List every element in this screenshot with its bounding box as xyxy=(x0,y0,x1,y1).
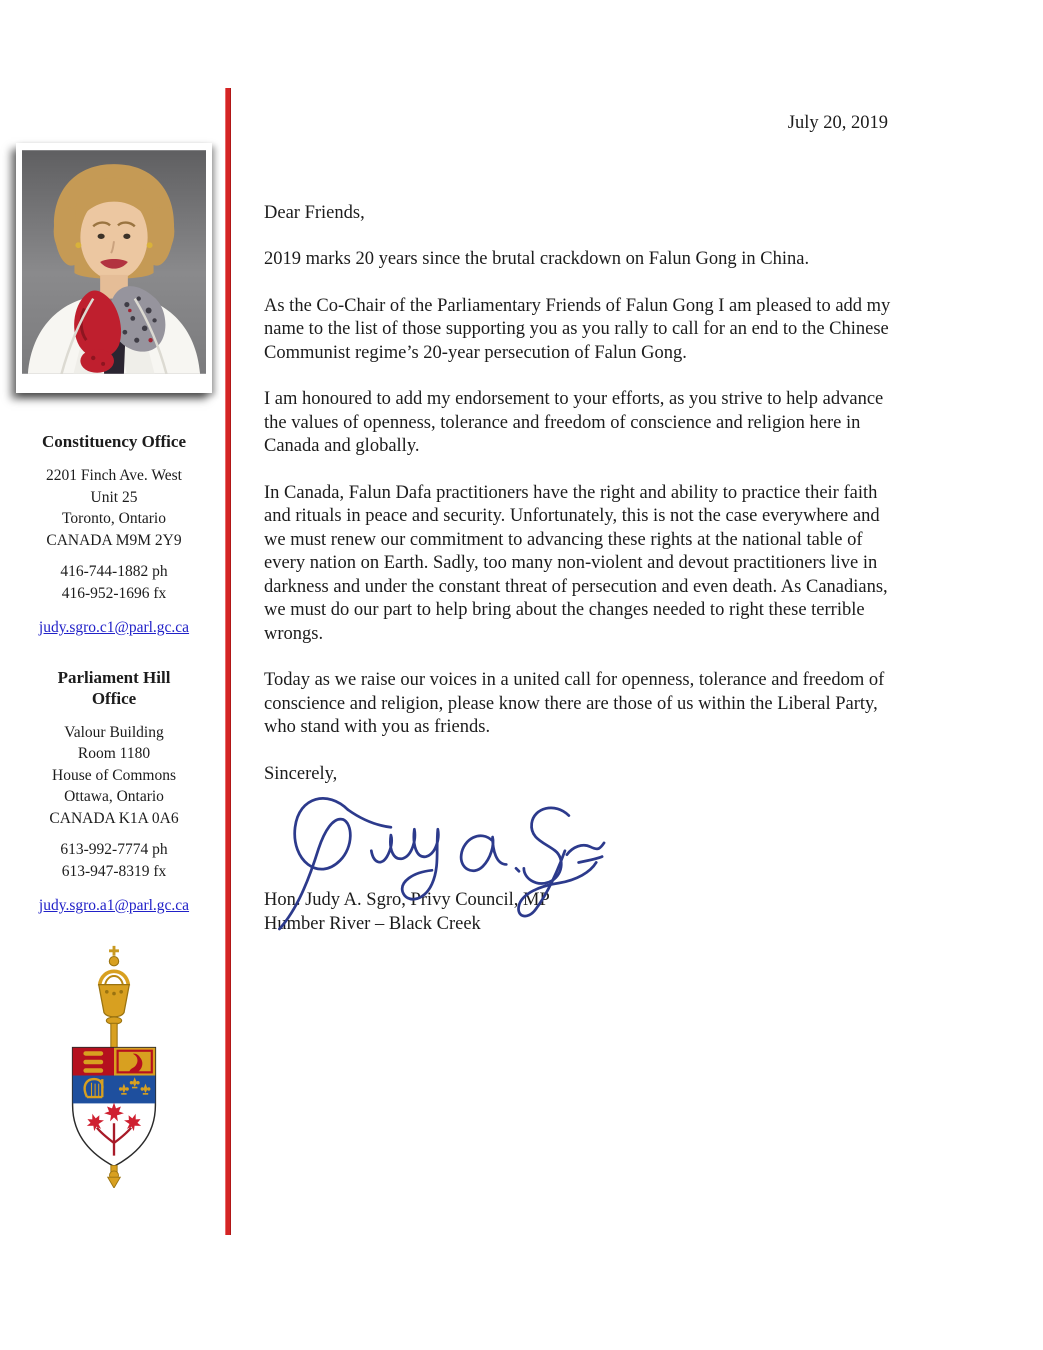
signer-riding: Humber River – Black Creek xyxy=(264,913,481,934)
address-line: CANADA K1A 0A6 xyxy=(49,809,179,827)
office-phones xyxy=(0,839,228,882)
phone-line: 613-992-7774 ph xyxy=(60,841,168,858)
parliament-office-block xyxy=(0,667,228,917)
office-title: Parliament Hill Office xyxy=(57,667,171,708)
paragraph: I am honoured to add my endorsement to your efforts, as you strive to help advance the values of openness, tolerance and freedom of conscience and religion here in Canada and globally. xyxy=(264,389,884,456)
address-line: Ottawa, Ontario xyxy=(64,788,164,805)
signer-name: Hon. Judy A. Sgro, Privy Council, MP xyxy=(264,890,550,910)
phone-line: 613-947-8319 fx xyxy=(61,862,167,880)
coat-of-arms-icon xyxy=(0,945,228,1193)
office-address xyxy=(0,722,228,830)
address-line: Room 1180 xyxy=(77,745,151,762)
address-line: Valour Building xyxy=(64,723,164,741)
address-line: 2201 Finch Ave. West xyxy=(46,467,182,484)
address-line: CANADA M9M 2Y9 xyxy=(46,531,182,549)
address-line: Toronto, Ontario xyxy=(62,510,166,527)
paragraph: As the Co-Chair of the Parliamentary Friends of Falun Gong I am pleased to add my name to the list of those supporting you as you rally to call for an end to the Chinese Communist regime’s 20-year persecution of Falun Gong. xyxy=(264,295,891,363)
letter-date: July 20, 2019 xyxy=(787,113,888,133)
closing: Sincerely, xyxy=(264,763,338,784)
address-line: Unit 25 xyxy=(90,488,138,506)
paragraph: Today as we raise our voices in a united call for openness, tolerance and freedom of conscience and religion, please know there are those of us within the Liberal Party, who stand with you as friends. xyxy=(264,670,885,737)
portrait-photo xyxy=(16,143,212,393)
office-title: Constituency Office xyxy=(41,432,186,451)
paragraph: In Canada, Falun Dafa practitioners have the right and ability to practice their faith and rituals in peace and security. Unfortunately, this is not the case everywhere and we must renew our commitment to advancing these rights at the national table of every nation on Earth. Sadly, too many non-violent and devout practitioners live in darkness and under the constant threat of persecution and even death. As Canadians, we must do our part to help bring about the changes needed to right these terrible wrongs. xyxy=(264,482,888,644)
paragraph: 2019 marks 20 years since the brutal crackdown on Falun Gong in China. xyxy=(264,249,810,269)
constituency-office-block xyxy=(0,431,228,639)
phone-line: 416-952-1696 fx xyxy=(61,584,167,602)
portrait-photo-icon xyxy=(22,149,206,375)
handwritten-signature-icon xyxy=(254,788,894,935)
salutation: Dear Friends, xyxy=(264,202,365,223)
office-address xyxy=(0,465,228,551)
address-line: House of Commons xyxy=(52,766,176,784)
phone-line: 416-744-1882 ph xyxy=(60,563,168,580)
letterhead-sidebar xyxy=(0,0,228,1193)
constituency-email-link[interactable]: judy.sgro.c1@parl.gc.ca xyxy=(38,619,190,636)
red-divider-line xyxy=(225,88,231,1235)
office-phones xyxy=(0,561,228,604)
letter-body xyxy=(264,112,894,936)
parliament-email-link[interactable]: judy.sgro.a1@parl.gc.ca xyxy=(38,897,190,914)
